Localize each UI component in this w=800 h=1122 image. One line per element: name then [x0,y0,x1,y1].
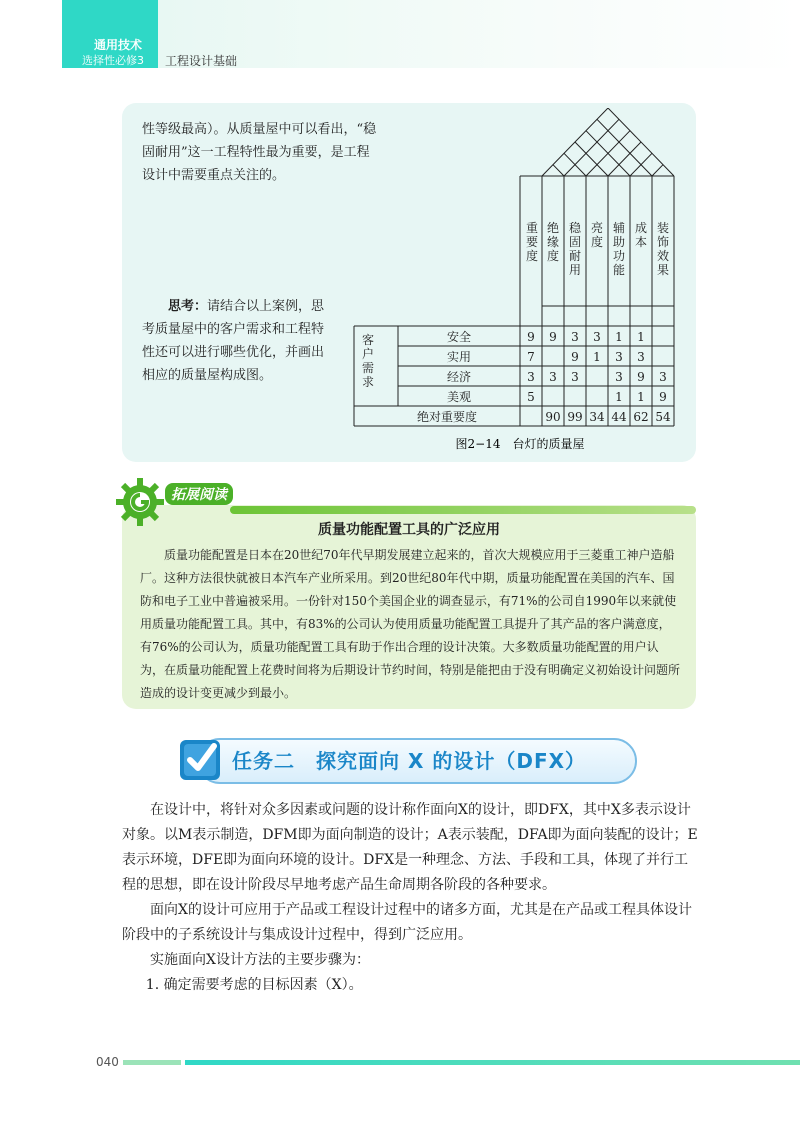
page-number: 040 [96,1055,119,1069]
qfd-column-header: 功 [612,249,626,263]
qfd-roof [542,108,674,176]
qfd-grid [354,176,674,426]
qfd-cell: 3 [615,350,623,364]
checkmark-icon [176,734,226,784]
qfd-cell: 9 [549,330,557,344]
qfd-total-value: 34 [589,410,605,424]
qfd-row-label: 实用 [446,350,472,364]
qfd-importance-header: 重 [525,221,539,235]
footer-bar-short [123,1060,181,1065]
qfd-column-header: 用 [568,263,582,277]
qfd-column-header: 成 [634,221,648,235]
qfd-cell: 1 [637,390,645,404]
qfd-roof-line [564,119,619,176]
think-label: 思考： [168,299,208,314]
qfd-column-header: 亮 [590,221,604,235]
qfd-group-label: 需 [361,361,375,375]
think-block [142,295,327,387]
body-paragraph: 面向X的设计可应用于产品或工程设计过程中的诸多方面，尤其是在产品或工程具体设计阶段中的子系统设计与集成设计过程中，得到广泛应用。 [122,902,692,943]
qfd-importance-header: 要 [525,235,539,249]
header-band [158,0,800,68]
qfd-column-header: 饰 [656,235,670,249]
body-paragraph: 在设计中，将针对众多因素或问题的设计称作面向X的设计，即DFX，其中X多表示设计对象。以M表示制造，DFM即为面向制造的设计；A表示装配，DFA即为面向装配的设计；E表示环境，DFE即为面向环境的设计。DFX是一种理念、方法、手段和工具，体现了并行工程的思想，即在设计阶段尽早地考虑产品生命周期各阶段的各种要求。 [122,802,698,893]
qfd-total-value: 44 [611,410,627,424]
qfd-group-label: 户 [361,347,375,361]
qfd-column-header: 效 [656,249,670,263]
qfd-cell: 3 [659,370,667,384]
qfd-column-header: 固 [568,235,582,249]
qfd-column-header: 缘 [546,235,560,249]
footer-bar-long [185,1060,800,1065]
qfd-column-header: 辅 [612,221,626,235]
qfd-cell: 3 [593,330,601,344]
task-title: 任务二 探究面向 X 的设计（DFX） [232,749,587,773]
qfd-column-header: 助 [612,235,626,249]
qfd-cell: 7 [527,350,535,364]
qfd-column-header: 绝 [546,221,560,235]
qfd-cell: 9 [637,370,645,384]
qfd-cell: 1 [593,350,601,364]
qfd-cell: 5 [527,390,535,404]
qfd-column-header: 装 [656,221,670,235]
qfd-roof-line [652,165,663,176]
qfd-column-header: 果 [656,263,670,277]
qfd-roof-line [553,165,564,176]
qfd-row-label: 安全 [446,330,472,344]
qfd-cell: 1 [615,390,623,404]
qfd-column-header: 度 [546,249,560,263]
qfd-cell: 3 [637,350,645,364]
book-subtitle: 选择性必修3 [82,54,144,67]
case-text: 性等级最高）。从质量屋中可以看出，“稳固耐用”这一工程特性最为重要，是工程设计中需要重点关注的。 [142,122,377,183]
qfd-group-label: 客 [361,333,375,347]
qfd-total-value: 90 [545,410,561,424]
extended-reading-heading: 质量功能配置工具的广泛应用 [318,522,500,538]
qfd-cell: 9 [659,390,667,404]
qfd-row-label: 美观 [446,390,472,404]
think-text: 请结合以上案例，思考质量屋中的客户需求和工程特性还可以进行哪些优化，并画出相应的质量屋构成图。 [142,299,325,383]
qfd-column-header: 度 [590,235,604,249]
body-paragraph: 实施面向X设计方法的主要步骤为： [150,952,370,968]
extended-reading-bar [230,506,696,514]
qfd-importance-header: 度 [525,249,539,263]
qfd-group-label: 求 [361,375,375,389]
qfd-column-header: 稳 [568,221,582,235]
body-text [122,798,698,998]
qfd-total-value: 54 [655,410,671,424]
qfd-text [362,220,671,424]
qfd-total-value: 62 [633,410,649,424]
qfd-total-value: 99 [567,410,583,424]
qfd-row-label: 经济 [446,370,472,384]
book-title: 通用技术 [94,38,143,52]
qfd-cell: 1 [615,330,623,344]
chapter-title: 工程设计基础 [165,54,238,68]
qfd-cell: 3 [527,370,535,384]
qfd-cell: 1 [637,330,645,344]
body-list-item: 1. 确定需要考虑的目标因素（X）。 [145,977,363,993]
qfd-column-header: 耐 [568,249,582,263]
qfd-cell: 9 [571,350,579,364]
house-of-quality-figure [350,108,690,460]
qfd-column-header: 能 [612,263,626,277]
extended-reading-logo-text: 拓展阅读 [165,483,233,505]
qfd-cell: 3 [549,370,557,384]
qfd-roof-line [597,119,652,176]
qfd-cell: 3 [571,370,579,384]
extended-reading-body: 质量功能配置是日本在20世纪70年代早期发展建立起来的，首次大规模应用于三菱重工神户造船厂。这种方法很快就被日本汽车产业所采用。到20世纪80年代中期，质量功能配置在美国的汽车、国防和电子工业中普遍被采用。一份针对150个美国企业的调查显示，有71%的公司自1990年以来就使用质量功能配置工具。其中，有83%的公司认为使用质量功能配置工具提升了其产品的客户满意度，有76%的公司认为，质量功能配置工具有助于作出合理的设计决策。大多数质量功能配置的用户认为，在质量功能配置上花费时间将为后期设计节约时间，特别是能把由于没有明确定义初始设计问题所造成的设计变更减少到最小。 [140,548,681,700]
qfd-cell: 9 [527,330,535,344]
qfd-total-label: 绝对重要度 [416,410,478,424]
qfd-cell: 3 [615,370,623,384]
qfd-cell: 3 [571,330,579,344]
figure-caption: 图2−14 台灯的质量屋 [455,437,585,451]
qfd-column-header: 本 [634,235,648,249]
